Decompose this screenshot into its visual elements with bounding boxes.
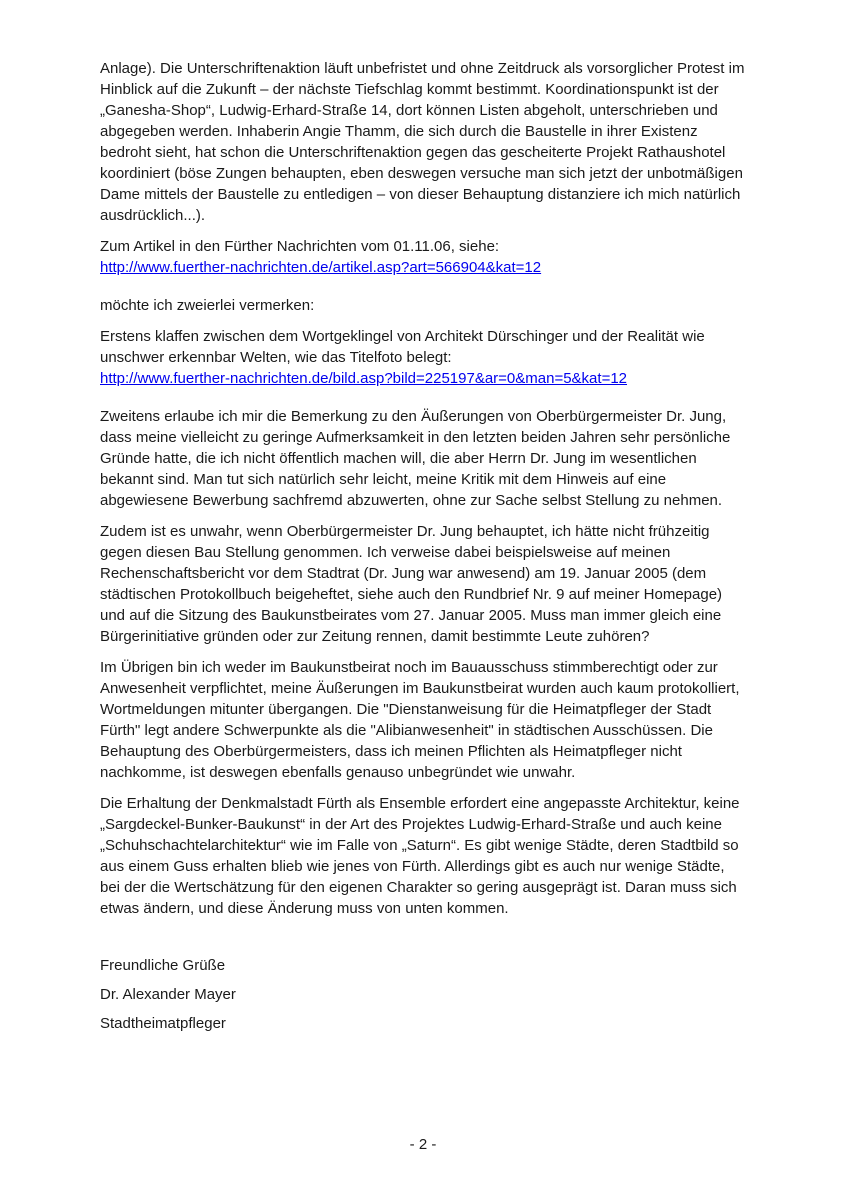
document-body xyxy=(100,58,746,919)
paragraph-text: Im Übrigen bin ich weder im Baukunstbeirat noch im Bauausschuss stimmberechtigt oder zur Anwesenheit verpflichtet, meine Äußerungen im Baukunstbeirat wurden auch kaum protokolliert, Wortmeldungen mitunter übergangen. Die "Dienstanweisung für die Heimatpfleger der Stadt Fürth" legt andere Schwerpunkte als die "Alibianwesenheit" in städtischen Ausschüssen. Die Behauptung des Oberbürgermeisters, dass ich meinen Pflichten als Heimatpfleger nicht nachkomme, ist deswegen ebenfalls genauso unbegründet wie unwahr. xyxy=(100,659,740,781)
paragraph xyxy=(100,58,746,226)
paragraph xyxy=(100,406,746,511)
paragraph xyxy=(100,236,746,278)
closing-block xyxy=(100,955,746,1034)
paragraph-text: Zweitens erlaube ich mir die Bemerkung zu den Äußerungen von Oberbürgermeister Dr. Jung, dass meine vielleicht zu geringe Aufmerksamkeit in den letzten beiden Jahren sehr persönliche Gründe hatte, die ich nicht öffentlich machen will, die aber Herrn Dr. Jung im wesentlichen bekannt sind. Man tut sich natürlich sehr leicht, meine Kritik mit dem Hinweis auf eine abgewiesene Bewerbung sachfremd abzuwerten, ohne zur Sache selbst Stellung zu nehmen. xyxy=(100,408,731,509)
paragraph-text: möchte ich zweierlei vermerken: xyxy=(100,297,315,314)
closing-line: Freundliche Grüße xyxy=(100,957,226,974)
paragraph-text: Erstens klaffen zwischen dem Wortgeklingel von Architekt Dürschinger und der Realität wie unschwer erkennbar Welten, wie das Titelfoto belegt: xyxy=(100,328,705,366)
paragraph-text: Die Erhaltung der Denkmalstadt Fürth als Ensemble erfordert eine angepasste Architektur, keine „Sargdeckel-Bunker-Baukunst“ in der Art des Projektes Ludwig-Erhard-Straße und auch keine „Schuhschachtelarchitektur“ wie im Falle von „Saturn“. Es gibt wenige Städte, deren Stadtbild so aus einem Guss erhalten blieb wie jenes von Fürth. Allerdings gibt es auch nur wenige Städte, bei der die Wertschätzung für den eigenen Charakter so gering ausgeprägt ist. Daran muss sich etwas ändern, und diese Änderung muss von unten kommen. xyxy=(100,795,740,917)
paragraph xyxy=(100,326,746,389)
paragraph xyxy=(100,657,746,783)
closing-line: Dr. Alexander Mayer xyxy=(100,986,236,1003)
paragraph xyxy=(100,793,746,919)
paragraph xyxy=(100,521,746,647)
paragraph-text: Zum Artikel in den Fürther Nachrichten vom 01.11.06, siehe: xyxy=(100,238,500,255)
page-footer xyxy=(0,1134,846,1155)
paragraph-text: Zudem ist es unwahr, wenn Oberbürgermeister Dr. Jung behauptet, ich hätte nicht frühzeitig gegen diesen Bau Stellung genommen. Ich verweise dabei beispielsweise auf meinen Rechenschaftsbericht vor dem Stadtrat (Dr. Jung war anwesend) am 19. Januar 2005 (dem städtischen Protokollbuch beigeheftet, siehe auch den Rundbrief Nr. 9 auf meiner Homepage) und auf die Sitzung des Baukunstbeirates vom 27. Januar 2005. Muss man immer gleich eine Bürgerinitiative gründen oder zur Zeitung rennen, damit bestimmte Leute zuhören? xyxy=(100,523,723,645)
closing-line: Stadtheimatpfleger xyxy=(100,1015,226,1032)
hyperlink[interactable]: http://www.fuerther-nachrichten.de/artikel.asp?art=566904&kat=12 xyxy=(100,259,542,276)
paragraph xyxy=(100,295,746,316)
paragraph-text: Anlage). Die Unterschriftenaktion läuft unbefristet und ohne Zeitdruck als vorsorglicher Protest im Hinblick auf die Zukunft – der nächste Tiefschlag kommt bestimmt. Koordinationspunkt ist der „Ganesha-Shop“, Ludwig-Erhard-Straße 14, dort können Listen abgeholt, unterschrieben und abgegeben werden. Inhaberin Angie Thamm, die sich durch die Baustelle in ihrer Existenz bedroht sieht, hat schon die Unterschriftenaktion gegen das gescheiterte Projekt Rathaushotel koordiniert (böse Zungen behaupten, eben deswegen versuche man sich jetzt der unbotmäßigen Dame mittels der Baustelle zu entledigen – von dieser Behauptung distanziere ich mich natürlich ausdrücklich...). xyxy=(100,60,745,224)
page-number: - 2 - xyxy=(409,1136,437,1153)
hyperlink[interactable]: http://www.fuerther-nachrichten.de/bild.asp?bild=225197&ar=0&man=5&kat=12 xyxy=(100,370,628,387)
